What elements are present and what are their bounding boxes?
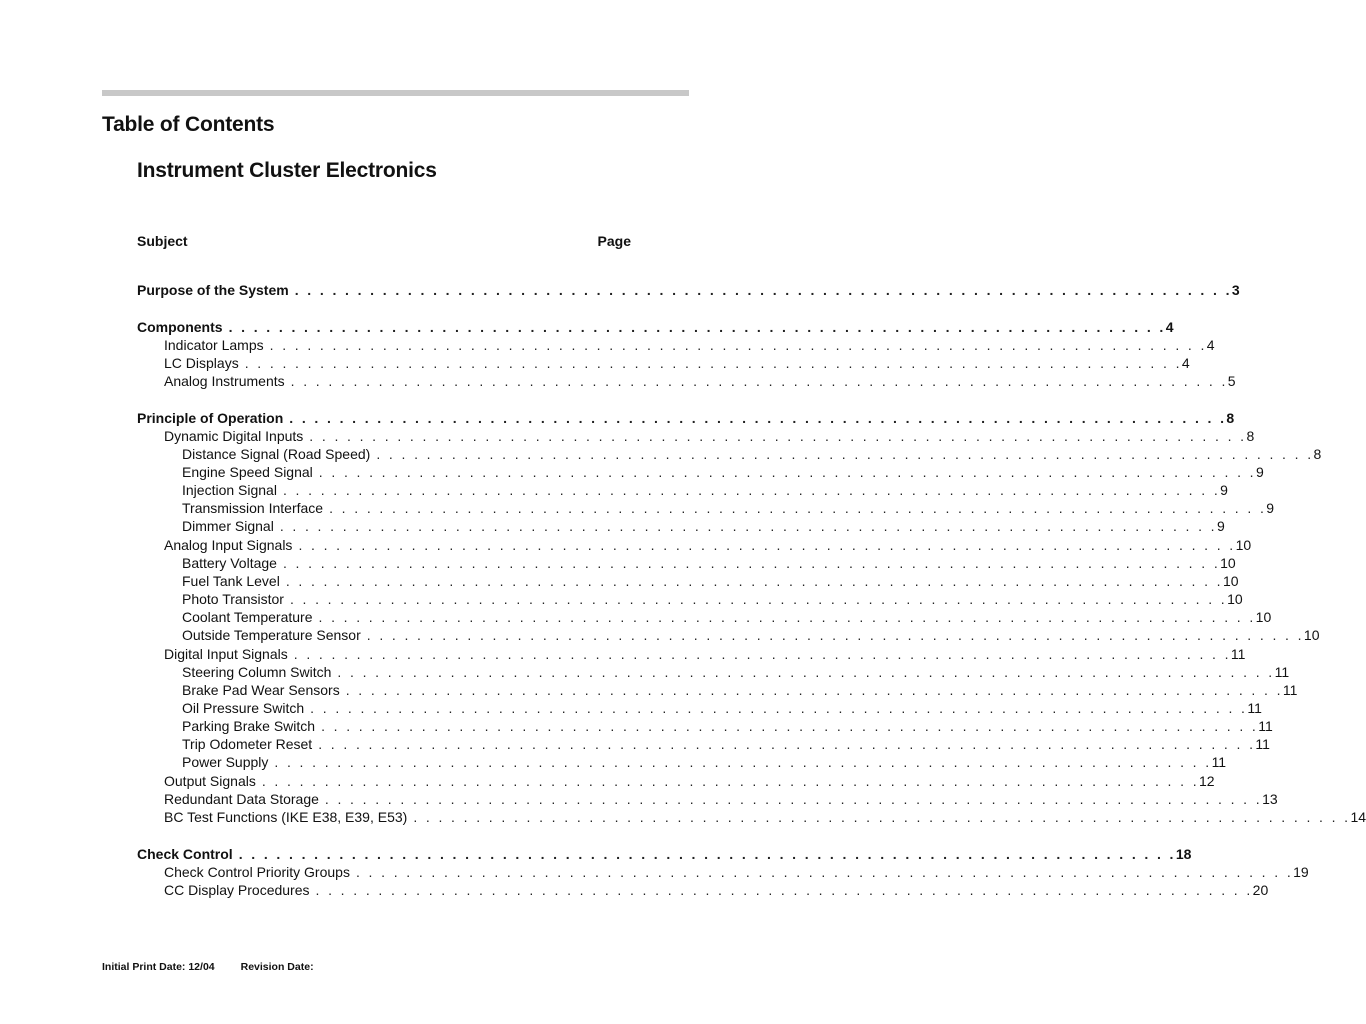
toc-entry	[137, 845, 1192, 863]
toc-entry-label: Output Signals	[164, 773, 256, 789]
toc-entry-label: Analog Input Signals	[164, 537, 293, 553]
toc-entry-label: CC Display Procedures	[164, 882, 310, 898]
toc-entry-page-number: 4	[1181, 355, 1190, 371]
page-footer	[102, 961, 314, 973]
toc-entry-label: Components	[137, 319, 223, 335]
toc-entry	[182, 590, 1243, 608]
toc-entry-page-number: 11	[1258, 718, 1273, 734]
toc-entry-label: Steering Column Switch	[182, 664, 332, 680]
toc-entry	[164, 372, 1236, 390]
toc-entry	[182, 699, 1262, 717]
toc-entry-page-number: 10	[1227, 591, 1243, 607]
toc-entry-label: Principle of Operation	[137, 410, 284, 426]
toc-entry-page-number: 19	[1293, 864, 1309, 880]
toc-entry	[164, 772, 1215, 790]
toc-entry-label: Check Control	[137, 846, 233, 862]
dot-leader: . . . . . . . . . . . . . . . . . . . . . . . . . . . . . . . . . . . . . . . . . . . . . . . . . . . . . . . . . . . . . . . . . . . . . . . . . . .	[318, 609, 1256, 625]
dot-leader: . . . . . . . . . . . . . . . . . . . . . . . . . . . . . . . . . . . . . . . . . . . . . . . . . . . . . . . . . . . . . . . . . . . . . . . . . . .	[366, 627, 1304, 643]
toc-entry-label: Check Control Priority Groups	[164, 864, 350, 880]
dot-leader: . . . . . . . . . . . . . . . . . . . . . . . . . . . . . . . . . . . . . . . . . . . . . . . . . . . . . . . . . . . . . . . . . . . . . . . . . . .	[355, 864, 1294, 880]
toc-entry-page-number: 10	[1303, 627, 1320, 643]
toc-entry-page-number: 11	[1230, 646, 1246, 662]
toc-entry-page-number: 9	[1255, 464, 1264, 480]
toc-entry-label: Battery Voltage	[182, 555, 277, 571]
toc-entry-page-number: 11	[1274, 664, 1290, 680]
toc-entry-page-number: 5	[1227, 373, 1236, 389]
toc-entry-page-number: 4	[1165, 319, 1174, 335]
toc-entry-label: BC Test Functions (IKE E38, E39, E53)	[164, 809, 408, 825]
toc-entry-page-number: 8	[1313, 446, 1322, 462]
toc-entry-label: Digital Input Signals	[164, 646, 288, 662]
toc-entry	[182, 626, 1320, 644]
toc-entry-page-number: 9	[1216, 518, 1225, 534]
toc-entry	[164, 881, 1269, 899]
toc-entry	[164, 536, 1252, 554]
toc-entry	[164, 863, 1309, 881]
dot-leader: . . . . . . . . . . . . . . . . . . . . . . . . . . . . . . . . . . . . . . . . . . . . . . . . . . . . . . . . . . . . . . . . . . . . . . . . . . .	[289, 410, 1227, 426]
toc-entry-label: Indicator Lamps	[164, 337, 264, 353]
toc-entry	[164, 645, 1246, 663]
toc-entry	[182, 681, 1298, 699]
toc-entry-label: Fuel Tank Level	[182, 573, 280, 589]
toc-entry-label: Distance Signal (Road Speed)	[182, 446, 371, 462]
toc-entry-page-number: 8	[1246, 428, 1255, 444]
toc-entry-label: Dynamic Digital Inputs	[164, 428, 304, 444]
toc-entry	[182, 445, 1322, 463]
dot-leader: . . . . . . . . . . . . . . . . . . . . . . . . . . . . . . . . . . . . . . . . . . . . . . . . . . . . . . . . . . . . . . . . . . . . . . . . . . .	[282, 482, 1221, 498]
toc-entry-page-number: 8	[1226, 410, 1235, 426]
revision-date: Revision Date:	[240, 961, 314, 973]
toc-entry-label: Purpose of the System	[137, 282, 289, 298]
dot-leader: . . . . . . . . . . . . . . . . . . . . . . . . . . . . . . . . . . . . . . . . . . . . . . . . . . . . . . . . . . . . . . . . . . . . . . . . . . .	[324, 791, 1263, 807]
dot-leader: . . . . . . . . . . . . . . . . . . . . . . . . . . . . . . . . . . . . . . . . . . . . . . . . . . . . . . . . . . . . . . . . . . . . . . . . . . .	[321, 718, 1259, 734]
dot-leader: . . . . . . . . . . . . . . . . . . . . . . . . . . . . . . . . . . . . . . . . . . . . . . . . . . . . . . . . . . . . . . . . . . . . . . . . . . .	[318, 736, 1256, 752]
dot-leader: . . . . . . . . . . . . . . . . . . . . . . . . . . . . . . . . . . . . . . . . . . . . . . . . . . . . . . . . . . . . . . . . . . . . . . . . . . .	[329, 500, 1267, 516]
toc-entry-page-number: 10	[1222, 573, 1239, 589]
toc-entry-label: Dimmer Signal	[182, 518, 274, 534]
toc-entry-label: Outside Temperature Sensor	[182, 627, 361, 643]
toc-entry	[182, 554, 1236, 572]
subject-column-header: Subject	[137, 233, 188, 249]
toc-entry-page-number: 11	[1282, 682, 1298, 698]
dot-leader: . . . . . . . . . . . . . . . . . . . . . . . . . . . . . . . . . . . . . . . . . . . . . . . . . . . . . . . . . . . . . . . . . . . . . . . . . . .	[261, 773, 1200, 789]
toc-entry-page-number: 9	[1220, 482, 1228, 498]
toc-entry	[182, 481, 1228, 499]
toc-entry	[164, 790, 1278, 808]
toc-entry	[182, 608, 1272, 626]
toc-entry-label: Transmission Interface	[182, 500, 324, 516]
dot-leader: . . . . . . . . . . . . . . . . . . . . . . . . . . . . . . . . . . . . . . . . . . . . . . . . . . . . . . . . . . . . . . . . . . . . . . . . . . .	[315, 882, 1253, 898]
dot-leader: . . . . . . . . . . . . . . . . . . . . . . . . . . . . . . . . . . . . . . . . . . . . . . . . . . . . . . . . . . . . . . . . . . . . . . . . . . .	[337, 664, 1275, 680]
toc-entry-label: Photo Transistor	[182, 591, 284, 607]
dot-leader: . . . . . . . . . . . . . . . . . . . . . . . . . . . . . . . . . . . . . . . . . . . . . . . . . . . . . . . . . . . . . . . . . . . . . . . . . . .	[345, 682, 1283, 698]
dot-leader: . . . . . . . . . . . . . . . . . . . . . . . . . . . . . . . . . . . . . . . . . . . . . . . . . . . . . . . . . . . . . . . . . . . . . . . . . . .	[274, 754, 1212, 770]
dot-leader: . . . . . . . . . . . . . . . . . . . . . . . . . . . . . . . . . . . . . . . . . . . . . . . . . . . . . . . . . . . . . . . . . . . . . . . . . . .	[279, 518, 1217, 534]
page-column-header: Page	[597, 233, 631, 249]
toc-entry-page-number: 11	[1255, 736, 1270, 752]
toc-entry	[182, 663, 1290, 681]
toc-entry-page-number: 12	[1199, 773, 1215, 789]
initial-print-date: Initial Print Date: 12/04	[102, 961, 215, 973]
toc-entry-page-number: 3	[1231, 282, 1240, 298]
dot-leader: . . . . . . . . . . . . . . . . . . . . . . . . . . . . . . . . . . . . . . . . . . . . . . . . . . . . . . . . . . . . . . . . . . . . . . . . . . .	[298, 537, 1236, 553]
toc-entry	[164, 427, 1255, 445]
toc-entry	[182, 517, 1225, 535]
dot-leader: . . . . . . . . . . . . . . . . . . . . . . . . . . . . . . . . . . . . . . . . . . . . . . . . . . . . . . . . . . . . . . . . . . . . . . . . . . .	[282, 555, 1221, 571]
toc-entry-label: Injection Signal	[182, 482, 277, 498]
toc-entry	[182, 572, 1239, 590]
toc-entry	[164, 808, 1366, 826]
toc-entry	[182, 499, 1275, 517]
toc-entry-label: Redundant Data Storage	[164, 791, 319, 807]
dot-leader: . . . . . . . . . . . . . . . . . . . . . . . . . . . . . . . . . . . . . . . . . . . . . . . . . . . . . . . . . . . . . . . . . . . . . . . . . . .	[289, 591, 1228, 607]
toc-entry-page-number: 9	[1266, 500, 1275, 516]
toc-entry-page-number: 20	[1252, 882, 1269, 898]
dot-leader: . . . . . . . . . . . . . . . . . . . . . . . . . . . . . . . . . . . . . . . . . . . . . . . . . . . . . . . . . . . . . . . . . . . . . . . . . . .	[228, 319, 1166, 335]
toc-entry	[182, 753, 1227, 771]
toc-entry-label: Trip Odometer Reset	[182, 736, 313, 752]
toc-entry-page-number: 11	[1247, 700, 1262, 716]
toc-entry-label: LC Displays	[164, 355, 239, 371]
dot-leader: . . . . . . . . . . . . . . . . . . . . . . . . . . . . . . . . . . . . . . . . . . . . . . . . . . . . . . . . . . . . . . . . . . . . . . . . . . .	[376, 446, 1314, 462]
toc-entry-label: Engine Speed Signal	[182, 464, 313, 480]
toc-entry	[164, 336, 1215, 354]
toc-entry	[137, 281, 1240, 299]
toc-entry-label: Parking Brake Switch	[182, 718, 316, 734]
toc-entry-page-number: 10	[1235, 537, 1252, 553]
dot-leader: . . . . . . . . . . . . . . . . . . . . . . . . . . . . . . . . . . . . . . . . . . . . . . . . . . . . . . . . . . . . . . . . . . . . . . . . . . .	[309, 428, 1247, 444]
dot-leader: . . . . . . . . . . . . . . . . . . . . . . . . . . . . . . . . . . . . . . . . . . . . . . . . . . . . . . . . . . . . . . . . . . . . . . . . . . .	[244, 355, 1182, 371]
dot-leader: . . . . . . . . . . . . . . . . . . . . . . . . . . . . . . . . . . . . . . . . . . . . . . . . . . . . . . . . . . . . . . . . . . . . . . . . . . .	[294, 282, 1232, 298]
dot-leader: . . . . . . . . . . . . . . . . . . . . . . . . . . . . . . . . . . . . . . . . . . . . . . . . . . . . . . . . . . . . . . . . . . . . . . . . . . .	[285, 573, 1223, 589]
toc-entry-page-number: 13	[1262, 791, 1278, 807]
document-subtitle: Instrument Cluster Electronics	[137, 159, 437, 182]
toc-entry-page-number: 18	[1175, 846, 1192, 862]
toc-entry-label: Analog Instruments	[164, 373, 285, 389]
page-title: Table of Contents	[102, 113, 275, 136]
toc-entry-page-number: 4	[1206, 337, 1215, 353]
toc-entry-page-number: 11	[1211, 754, 1227, 770]
toc-entry-page-number: 10	[1255, 609, 1272, 625]
toc-entry-page-number: 10	[1220, 555, 1236, 571]
toc-entry	[137, 409, 1235, 427]
dot-leader: . . . . . . . . . . . . . . . . . . . . . . . . . . . . . . . . . . . . . . . . . . . . . . . . . . . . . . . . . . . . . . . . . . . . . . . . . . .	[238, 846, 1176, 862]
dot-leader: . . . . . . . . . . . . . . . . . . . . . . . . . . . . . . . . . . . . . . . . . . . . . . . . . . . . . . . . . . . . . . . . . . . . . . . . . . .	[310, 700, 1248, 716]
dot-leader: . . . . . . . . . . . . . . . . . . . . . . . . . . . . . . . . . . . . . . . . . . . . . . . . . . . . . . . . . . . . . . . . . . . . . . . . . . .	[290, 373, 1228, 389]
toc-entry	[182, 717, 1273, 735]
toc-entry-page-number: 14	[1350, 809, 1366, 825]
toc-entry	[137, 318, 1174, 336]
dot-leader: . . . . . . . . . . . . . . . . . . . . . . . . . . . . . . . . . . . . . . . . . . . . . . . . . . . . . . . . . . . . . . . . . . . . . . . . . . .	[293, 646, 1231, 662]
toc-entry-label: Oil Pressure Switch	[182, 700, 305, 716]
toc-entry	[164, 354, 1190, 372]
dot-leader: . . . . . . . . . . . . . . . . . . . . . . . . . . . . . . . . . . . . . . . . . . . . . . . . . . . . . . . . . . . . . . . . . . . . . . . . . . .	[318, 464, 1256, 480]
dot-leader: . . . . . . . . . . . . . . . . . . . . . . . . . . . . . . . . . . . . . . . . . . . . . . . . . . . . . . . . . . . . . . . . . . . . . . . . . . .	[269, 337, 1207, 353]
toc-entry	[182, 735, 1270, 753]
dot-leader: . . . . . . . . . . . . . . . . . . . . . . . . . . . . . . . . . . . . . . . . . . . . . . . . . . . . . . . . . . . . . . . . . . . . . . . . . . .	[413, 809, 1351, 825]
toc-entry-label: Power Supply	[182, 754, 269, 770]
toc-entry-label: Coolant Temperature	[182, 609, 313, 625]
toc-entry	[182, 463, 1264, 481]
toc-entry-label: Brake Pad Wear Sensors	[182, 682, 340, 698]
